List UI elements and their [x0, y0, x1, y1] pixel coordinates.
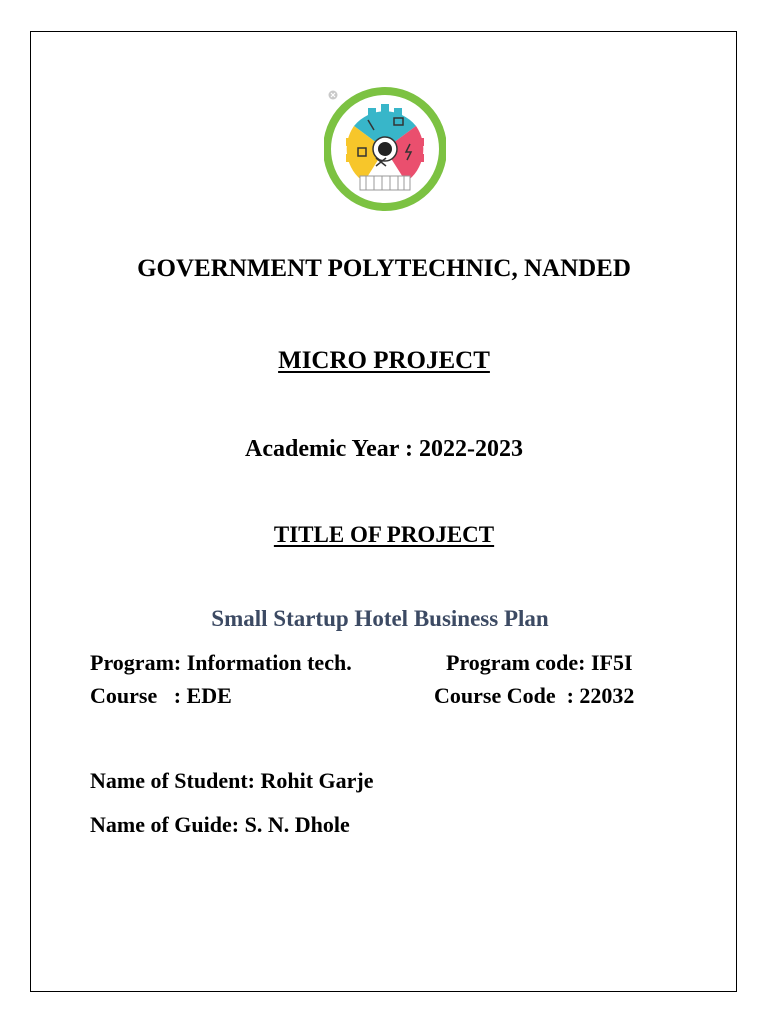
heading-micro-project-text: MICRO PROJECT	[278, 347, 490, 374]
title-heading-text: TITLE OF PROJECT	[273, 522, 495, 547]
course: Course : EDE	[90, 683, 232, 708]
academic-year: Academic Year : 2022-2023	[245, 436, 523, 462]
college-logo	[324, 86, 446, 212]
institute-name: GOVERNMENT POLYTECHNIC, NANDED	[137, 255, 631, 282]
program: Program: Information tech.	[90, 650, 352, 675]
heading-micro-project	[0, 347, 768, 375]
course-code: Course Code : 22032	[434, 683, 635, 708]
student-name: Name of Student: Rohit Garje	[90, 768, 374, 793]
program-code: Program code: IF5I	[446, 650, 633, 675]
project-title: Small Startup Hotel Business Plan	[211, 606, 549, 631]
title-heading	[0, 522, 768, 548]
guide-name: Name of Guide: S. N. Dhole	[90, 812, 350, 837]
